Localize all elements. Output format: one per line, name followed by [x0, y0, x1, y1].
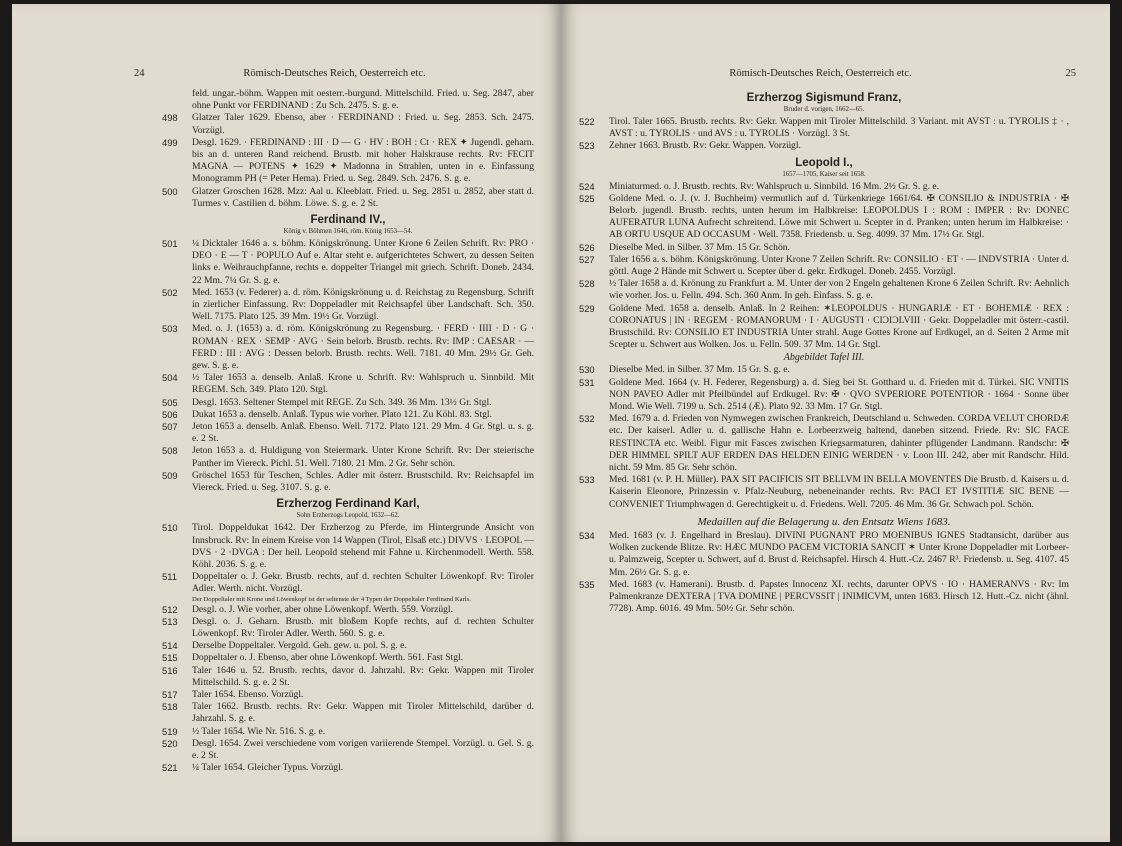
- entries-r-c: [579, 364, 1069, 510]
- catalog-entry: [579, 140, 1069, 152]
- entry-text: Med. 1683 (v. Hamerani). Brustb. d. Papstes Innocenz XI. rechts, darunter OPVS · IO · HAMERANVS · Rv: Im Palmenkranze DEXTERA | TVA DOMINE | PERCVSSIT | INIMICVM, unten 1683. Hirsch 12. Hutt.-Cz. nicht (ähnl. 7728). Amp. 6016. 49 Mm. 50½ Gr. Sehr schön.: [609, 578, 1069, 615]
- entry-number: 501: [162, 238, 178, 250]
- catalog-entry: [162, 372, 534, 396]
- entry-number: 524: [579, 180, 595, 192]
- entry-text: Tirol. Doppeldukat 1642. Der Erzherzog zu Pferde, im Hintergrunde Ansicht von Innsbruck. Rv: In einem Kreise von 14 Wappen (Tirol, Elsaß etc.) DIVVS · LEOPOL — DVS · 2 ·DVGA : Der heil. Leopold stehend mit Fahne u. Kirchenmodell. Werth. 558. Köhl. 2036. S. g. e.: [192, 522, 534, 570]
- plate-reference: Abgebildet Tafel III.: [783, 352, 865, 364]
- intro-paragraph: feld. ungar.-böhm. Wappen mit oesterr.-burgund. Mittelschild. Fried. u. Seg. 2847, aber ohne Punkt vor FERDINAND : Zu Sch. 2475. S. g. e.: [192, 88, 534, 112]
- catalog-entry: [162, 522, 534, 571]
- catalog-entry: [579, 579, 1069, 616]
- entry-number: 498: [162, 112, 178, 124]
- footnote: Der Doppeltaler mit Krone und Löwenkopf ist der seltenste der 4 Typen der Doppeltaler Ferdinand Karls.: [192, 595, 471, 603]
- catalog-entry: [579, 278, 1069, 302]
- entry-number: 515: [162, 652, 178, 664]
- entry-text: Doppeltaler o. J. Gekr. Brustb. rechts, auf d. rechten Schulter Löwenkopf. Rv: Tiroler Adler. Werth. nicht. Vorzügl.: [192, 571, 534, 595]
- catalog-entry: [162, 701, 534, 725]
- entry-text: Goldene Med. o. J. (v. J. Buchheim) vermutlich auf d. Türkenkriege 1661/64. ✠ CONSILIO & INDUSTRIA · ✠ Belorb. jugendl. Brustb. rechts, unten herum im Halbkreise: LEOPOLDUS I : ROM : IMPER : Rv: DONEC AUFERATUR LUNA Aufrecht schreitend. Löwe mit Schwert u. Scepter in d. Pranken; unten herum im Halbkreise: · AB ORTU USQUE AD OCCASUM · Well. 7358. Friedensb. u. Seg. 4099. 37 Mm. 17½ Gr. Stgl.: [609, 192, 1069, 241]
- right-page: [561, 4, 1110, 842]
- entry-text: ½ Taler 1653 a. denselb. Anlaß. Krone u. Schrift. Rv: Wahlspruch u. Sinnbild. Mit REGEM. Sch. 349. Plato 120. Stgl.: [192, 372, 534, 396]
- entry-text: ¼ Taler 1654. Gleicher Typus. Vorzügl.: [192, 762, 344, 774]
- entry-text: ¼ Dicktaler 1646 a. s. böhm. Königskrönung. Unter Krone 6 Zeilen Schrift. Rv: PRO · DEO · E — T · POPULO Auf e. Altar steht e. aufgerichtetes Schwert, zu dessen Seiten links e. Weihrauchpfanne, rechts e. doppelter Triangel mit griech. Schrift. Doneb. 2434. 22 Mm. 7¼ Gr. S. g. e.: [192, 238, 534, 286]
- entry-text: Gröschel 1653 für Teschen, Schles. Adler mit österr. Brustschild. Rv: Reichsapfel im Viereck. Fried. u. Seg. 3107. S. g. e.: [192, 469, 534, 494]
- entry-text: Med. o. J. (1653) a. d. röm. Königskrönung zu Regensburg. · FERD · IIII · D · G · ROMAN · REX · SEMP · AVG · Sein belorb. Brustb. rechts. Rv: IMP : CAESAR · — FERD : III : AVG : Dessen belorb. Brustb. rechts. Well. 7181. 40 Mm. 29½ Gr. Geh. gew. S. g. e.: [192, 323, 534, 372]
- left-page: [12, 4, 561, 842]
- catalog-entry: [579, 364, 1069, 376]
- catalog-entry: [162, 186, 534, 210]
- entry-text: Dieselbe Med. in Silber. 37 Mm. 15 Gr. S. g. e.: [609, 364, 790, 376]
- entry-number: 514: [162, 640, 178, 652]
- entry-text: Taler 1654. Ebenso. Vorzügl.: [192, 688, 304, 700]
- entry-number: 512: [162, 603, 178, 615]
- entry-number: 508: [162, 445, 178, 457]
- entry-number: 502: [162, 286, 178, 298]
- entry-text: Miniaturmed. o. J. Brustb. rechts. Rv: Wahlspruch u. Sinnbild. 16 Mm. 2½ Gr. S. g. e.: [609, 180, 940, 192]
- entries-a: [162, 112, 534, 210]
- entries-d: [162, 604, 534, 775]
- page-number-left: 24: [134, 68, 145, 79]
- entry-text: Taler 1656 a. s. böhm. Königskrönung. Unter Krone 7 Zeilen Schrift. Rv: CONSILIO · ET · — INDVSTRIA · Unter d. göttl. Auge 2 Hände mit Schwert u. Scepter über d. gekr. Erdkugel. Doneb. 2455. Vorzügl.: [609, 253, 1069, 278]
- catalog-entry: [162, 445, 534, 469]
- page-number-right: 25: [1065, 68, 1076, 79]
- running-title-left: Römisch-Deutsches Reich, Oesterreich etc.: [243, 68, 426, 79]
- entry-text: Desgl. 1629. · FERDINAND : III · D — G · HV : BOH : Ct · REX ✦ Jugendl. geharn. bis an d. unteren Rand reichend. Brustb. mit hoher Halskrause rechts. Rv: FECIT MAGNA — POTENS ✦ 1629 ✦ Madonna in Strahlen, unten in e. Einfassung Monogramm PH (= Peter Hema). Fried. u. Seg. 2849. Sch. 2476. S. g. e.: [192, 136, 534, 185]
- catalog-entry: [579, 474, 1069, 511]
- entry-number: 533: [579, 474, 595, 486]
- entry-number: 535: [579, 578, 595, 590]
- entry-number: 525: [579, 192, 595, 204]
- book-spread: [12, 4, 1110, 842]
- section-title-ferdinand-iv: Ferdinand IV.,: [310, 214, 386, 227]
- section-title-ferdinand-karl: Erzherzog Ferdinand Karl,: [276, 498, 420, 511]
- catalog-entry: [579, 413, 1069, 474]
- entry-text: Desgl. 1654. Zwei verschiedene vom vorigen variierende Stempel. Vorzügl. u. Gel. S. g. e. 2 St.: [192, 737, 534, 761]
- entry-text: Taler 1646 u. 52. Brustb. rechts, davor d. Jahrzahl. Rv: Gekr. Wappen mit Tiroler Mittelschild. S. g. e. 2 St.: [192, 664, 534, 688]
- entry-text: Goldene Med. 1664 (v. H. Federer, Regensburg) a. d. Sieg bei St. Gotthard u. d. Frieden mit d. Türkei. SIC VNITIS NON PAVEO Adler mit Pfeilbündel auf Erdkugel. Rv: ✠ · QVO SVPERIORE POTENTIOR · 1664 · Sonne über Mond. Wie Well. 7199 u. Sch. 2514 (Æ). Plato 92. 33 Mm. 17 Gr. Stgl.: [609, 376, 1069, 413]
- entry-number: 511: [162, 571, 177, 583]
- section-subtitle-sigismund-franz: Bruder d. vorigen, 1662—65.: [783, 106, 865, 113]
- entry-number: 530: [579, 364, 595, 376]
- entry-text: ½ Taler 1658 a. d. Krönung zu Frankfurt a. M. Unter der von 2 Engeln gehaltenen Krone 6 Zeilen Schrift. Rv: Aehnlich wie vorher. Jos. u. Felln. 494. Sch. 360 Anm. In geh. Einfass. S. g. e.: [609, 278, 1069, 302]
- entry-text: Med. 1683 (v. J. Engelhard in Breslau). DIVINI PUGNANT PRO MOENIBUS IGNES Stadtansicht, darüber aus Wolken zuckende Blitze. Rv: HÆC MUNDO PACEM VICTORIA SANCIT ✶ Unter Krone Doppeladler mit Lorbeer- u. Palmzweig, Scepter u. Schwert, auf d. Brust d. Reichsapfel. Hirsch 4. Hutt.-Cz. 2467 R³. Friedensb. u. Seg. 4107. 45 Mm. 26½ Gr. S. g. e.: [609, 529, 1069, 578]
- entry-number: 517: [162, 688, 178, 700]
- entry-text: ½ Taler 1654. Wie Nr. 516. S. g. e.: [192, 725, 326, 737]
- entry-text: Doppeltaler o. J. Ebenso, aber ohne Löwenkopf. Werth. 561. Fast Stgl.: [192, 652, 464, 664]
- catalog-entry: [162, 738, 534, 762]
- catalog-entry: [162, 689, 534, 701]
- catalog-entry: [579, 116, 1069, 140]
- catalog-entry: [162, 323, 534, 372]
- entry-text: Jeton 1653 a. d. Huldigung von Steiermark. Unter Krone Schrift. Rv: Der steierische Panther im Viereck. Pichl. 51. Well. 7180. 21 Mm. 2 Gr. Sehr schön.: [192, 445, 534, 469]
- entries-r-d: [579, 530, 1069, 615]
- running-title-right: Römisch-Deutsches Reich, Oesterreich etc.: [729, 68, 912, 79]
- entry-number: 500: [162, 185, 178, 197]
- catalog-entry: [162, 112, 534, 136]
- catalog-entry: [162, 665, 534, 689]
- entry-text: Desgl. 1653. Seltener Stempel mit REGE. Zu Sch. 349. 36 Mm. 13½ Gr. Stgl.: [192, 396, 492, 408]
- entry-number: 527: [579, 253, 595, 265]
- left-page-content: [162, 88, 534, 774]
- catalog-entry: [579, 254, 1069, 278]
- entry-number: 499: [162, 136, 178, 148]
- entry-number: 526: [579, 241, 595, 253]
- catalog-entry: [162, 470, 534, 494]
- entries-b: [162, 238, 534, 494]
- catalog-entry: [579, 193, 1069, 242]
- entry-number: 529: [579, 302, 595, 314]
- entry-number: 506: [162, 408, 178, 420]
- section-subtitle-leopold-i: 1657—1705, Kaiser seit 1658.: [782, 170, 866, 178]
- entry-text: Med. 1681 (v. P. H. Müller). PAX SIT PACIFICIS SIT BELLVM IN BELLA MOVENTES Die Brustb. d. Kaisers u. d. Kaiserin Eleonore, Prinzessin v. Pfalz-Neuburg, nebeneinander rechts. Rv: PACI ET IVSTITIÆ SIC BENE — CONVENIET Triumphwagen d. Gerechtigkeit u. d. Friedens. Well. 7205. 46 Mm. 36 Gr. Schwach pol. Schön.: [609, 474, 1069, 510]
- entry-text: Tirol. Taler 1665. Brustb. rechts. Rv: Gekr. Wappen mit Tiroler Mittelschild. 3 Variant. mit AVST : u. TYROLIS ‡ · , AVST : u. TYROLIS · und AVS : u. TYROLIS · Vorzügl. 3 St.: [609, 116, 1069, 140]
- catalog-entry: [162, 571, 534, 595]
- entry-text: Glatzer Taler 1629. Ebenso, aber · FERDINAND : Fried. u. Seg. 2853. Sch. 2475. Vorzügl.: [192, 112, 534, 136]
- section-title-leopold-i: Leopold I.,: [795, 156, 853, 169]
- entry-number: 519: [162, 725, 178, 737]
- entry-number: 509: [162, 469, 178, 481]
- entry-number: 531: [579, 376, 595, 388]
- catalog-entry: [579, 303, 1069, 352]
- entry-number: 516: [162, 664, 178, 676]
- section-title-sigismund-franz: Erzherzog Sigismund Franz,: [746, 92, 902, 104]
- section-subtitle-ferdinand-karl: Sohn Erzherzogs Leopold, 1632—62.: [296, 512, 400, 520]
- catalog-entry: [579, 530, 1069, 579]
- entry-number: 518: [162, 701, 178, 713]
- catalog-entry: [162, 726, 534, 738]
- catalog-entry: [162, 409, 534, 421]
- catalog-entry: [162, 640, 534, 652]
- catalog-entry: [162, 421, 534, 445]
- catalog-entry: [579, 377, 1069, 414]
- catalog-entry: [162, 652, 534, 664]
- entries-c: [162, 522, 534, 595]
- entry-number: 503: [162, 323, 178, 335]
- entry-text: Derselbe Doppeltaler. Vergold. Geh. gew. u. pol. S. g. e.: [192, 640, 407, 652]
- entry-number: 507: [162, 421, 178, 433]
- entry-number: 504: [162, 372, 178, 384]
- entry-text: Desgl. o. J. Wie vorher, aber ohne Löwenkopf. Werth. 559. Vorzügl.: [192, 603, 453, 615]
- entry-text: Glatzer Groschen 1628. Mzz: Aal u. Kleeblatt. Fried. u. Seg. 2851 u. 2852, aber statt d. Turmes v. Castilien d. böhm. Löwe. S. g. e. 2 St.: [192, 185, 534, 209]
- catalog-entry: [162, 604, 534, 616]
- entry-number: 528: [579, 278, 595, 290]
- catalog-entry: [579, 181, 1069, 193]
- entry-number: 532: [579, 413, 595, 425]
- entry-text: Jeton 1653 a. denselb. Anlaß. Ebenso. Well. 7172. Plato 121. 29 Mm. 4 Gr. Stgl. u. s. g. e. 2 St.: [192, 421, 534, 445]
- entry-number: 521: [162, 762, 178, 774]
- entries-r-b: [579, 181, 1069, 352]
- catalog-entry: [162, 137, 534, 186]
- entry-number: 523: [579, 140, 595, 152]
- catalog-entry: [162, 238, 534, 287]
- entry-text: Zehner 1663. Brustb. Rv: Gekr. Wappen. Vorzügl.: [609, 140, 801, 152]
- entry-number: 522: [579, 116, 595, 127]
- entry-number: 513: [162, 615, 178, 627]
- entry-number: 505: [162, 396, 178, 408]
- entry-text: Med. 1679 a. d. Frieden von Nymwegen zwischen Frankreich, Deutschland u. Schweden. CORDA VELUT CHORDÆ etc. Der kaiserl. Adler u. d. gallische Hahn e. Lorbeerzweig haltend, daneben sitzend. Friede. Rv: SIC FACE RESTINCTA etc. Weibl. Figur mit Fasces zwischen Kriegsarmaturen, dahinter pflügender Landmann. Randschr: ✠ DER HIMMEL SPILT AUF ERDEN DAS HELDEN EINIG WERDEN · v. Loon III. 242, aber mit Randschr. Hild. nicht. 59 Mm. 85 Gr. Sehr schön.: [609, 413, 1069, 474]
- entries-r-a: [579, 116, 1069, 153]
- right-page-content: [579, 88, 1069, 615]
- entry-number: 534: [579, 529, 595, 541]
- catalog-entry: [162, 287, 534, 324]
- catalog-entry: [162, 616, 534, 640]
- catalog-entry: [162, 397, 534, 409]
- entry-text: Dieselbe Med. in Silber. 37 Mm. 15 Gr. Schön.: [609, 241, 790, 253]
- italic-heading-vienna: Medaillen auf die Belagerung u. den Entsatz Wiens 1683.: [697, 515, 951, 528]
- entry-text: Desgl. o. J. Geharn. Brustb. mit bloßem Kopfe rechts, auf d. rechten Schulter Löwenkopf. Rv: Tiroler Adler. Werth. 560. S. g. e.: [192, 615, 534, 639]
- catalog-entry: [579, 242, 1069, 254]
- entry-text: Goldene Med. 1658 a. denselb. Anlaß. In 2 Reihen: ✶LEOPOLDUS · HUNGARIÆ · ET · BOHEMIÆ · REX : CORONATUS | IN · REGEM · ROMANORUM · I · AUGUSTI · CIϽIϽLVIII · Gekr. Doppeladler mit österr.-castil. Brustschild. Rv: CONSILIO ET INDUSTRIA Unter strahl. Auge Gottes Krone auf Erdkugel, an d. Seiten 2 Arme mit Scepter u. Schwert aus Wolken. Jos. u. Felln. 509. 37 Mm. 14 Gr. Stgl.: [609, 302, 1069, 351]
- catalog-entry: [162, 762, 534, 774]
- section-subtitle-ferdinand-iv: König v. Böhmen 1646, röm. König 1653—54.: [283, 228, 413, 236]
- entry-number: 520: [162, 737, 178, 749]
- entry-text: Med. 1653 (v. Federer) a. d. röm. Königskrönung u. d. Reichstag zu Regensburg. Schrift in zierlicher Einfassung. Rv: Doppeladler mit Reichsapfel über Landschaft. Sch. 350. Well. 7175. Plato 125. 39 Mm. 19½ Gr. Vorzügl.: [192, 286, 534, 323]
- entry-number: 510: [162, 522, 178, 534]
- entry-text: Dukat 1653 a. denselb. Anlaß. Typus wie vorher. Plato 121. Zu Köhl. 83. Stgl.: [192, 408, 492, 420]
- entry-text: Taler 1662. Brustb. rechts. Rv: Gekr. Wappen mit Tiroler Mittelschild, darüber d. Jahrzahl. S. g. e.: [192, 701, 534, 725]
